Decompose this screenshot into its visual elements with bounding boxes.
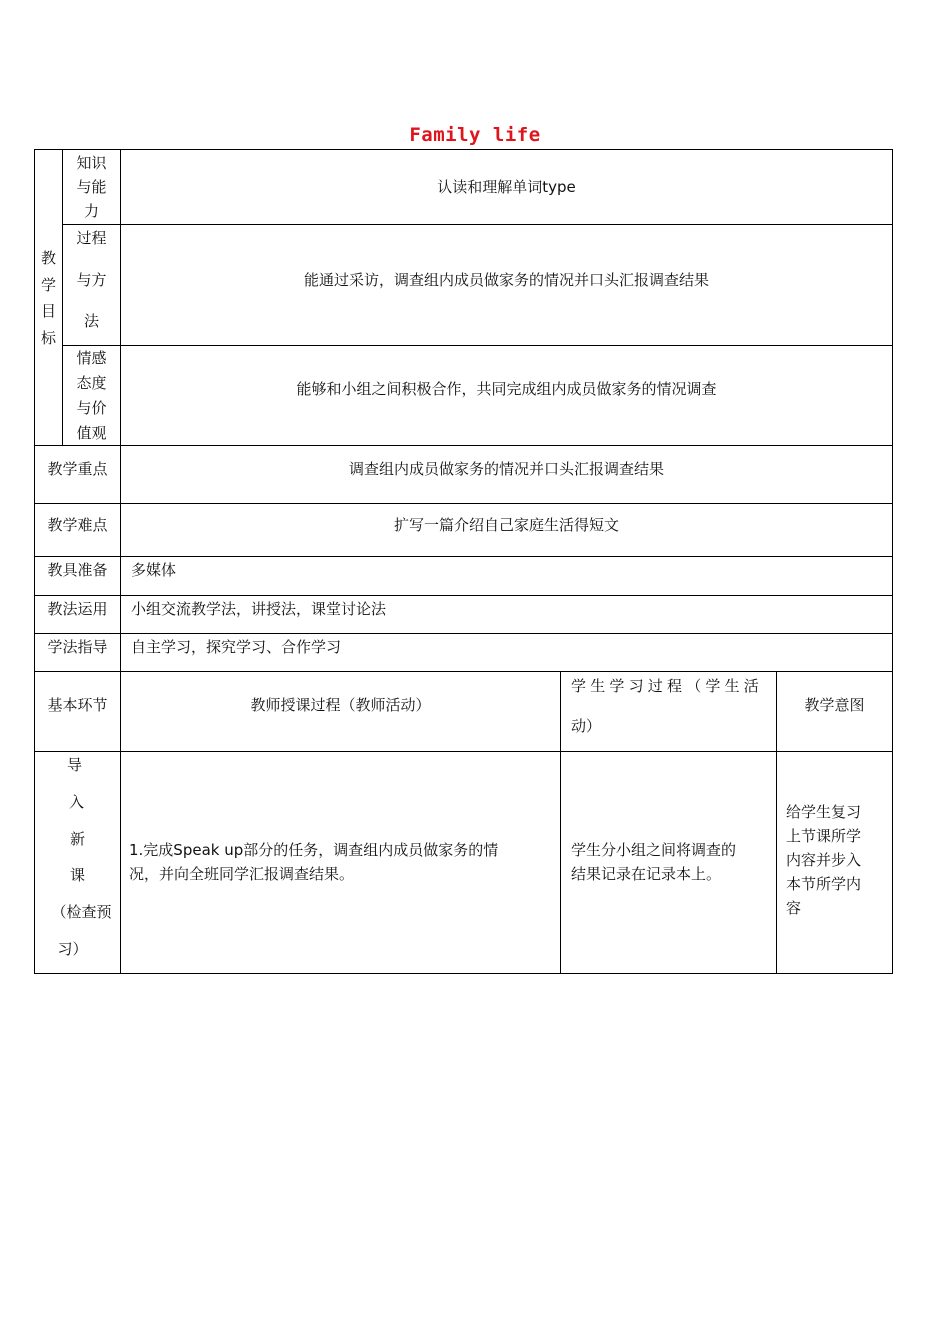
difficult-points-label: 教学难点 (47, 516, 108, 534)
document-title: Family life (409, 124, 541, 146)
teaching-intent-header: 教学意图 (804, 696, 865, 714)
objective-label-attitude: 情感 态度 与价 值观 (76, 349, 107, 442)
learning-guidance-content: 自主学习，探究学习、合作学习 (131, 638, 342, 656)
student-activity-content: 学生分小组之间将调查的 结果记录在记录本上。 (571, 841, 737, 883)
objective-content-process: 能通过采访，调查组内成员做家务的情况并口头汇报调查结果 (303, 270, 709, 289)
teacher-activity-content: 1.完成Speak up部分的任务，调查组内成员做家务的情 况，并向全班同学汇报调查结果。 (129, 841, 499, 883)
table-border-right (892, 149, 893, 974)
key-points-content: 调查组内成员做家务的情况并口头汇报调查结果 (348, 459, 664, 478)
teacher-activity-header: 教师授课过程（教师活动） (250, 696, 431, 714)
stage-intro-new-lesson: 导 入 新 课 （检查预 习） (51, 756, 112, 958)
stage-header: 基本环节 (47, 696, 108, 714)
teaching-aids-label: 教具准备 (47, 561, 108, 579)
student-activity-header: 学生学习过程（学生活 动） (571, 677, 764, 735)
learning-guidance-label: 学法指导 (47, 638, 108, 656)
teaching-aids-content: 多媒体 (131, 561, 177, 579)
teaching-methods-content: 小组交流教学法，讲授法，课堂讨论法 (131, 600, 387, 618)
objective-label-knowledge: 知识 与能 力 (76, 154, 107, 220)
objective-label-process: 过程 与方 法 (76, 229, 107, 330)
table-border-bottom (34, 973, 893, 974)
objective-content-attitude: 能够和小组之间积极合作，共同完成组内成员做家务的情况调查 (296, 380, 717, 398)
teaching-methods-label: 教法运用 (47, 600, 108, 618)
teaching-intent-content: 给学生复习 上节课所学 内容并步入 本节所学内 容 (786, 803, 862, 917)
table-divider (34, 751, 893, 752)
objective-content-knowledge: 认读和理解单词type (437, 178, 576, 196)
objectives-label: 教 学 目 标 (40, 249, 56, 347)
difficult-points-content: 扩写一篇介绍自己家庭生活得短文 (393, 516, 619, 534)
key-points-label: 教学重点 (47, 459, 108, 478)
